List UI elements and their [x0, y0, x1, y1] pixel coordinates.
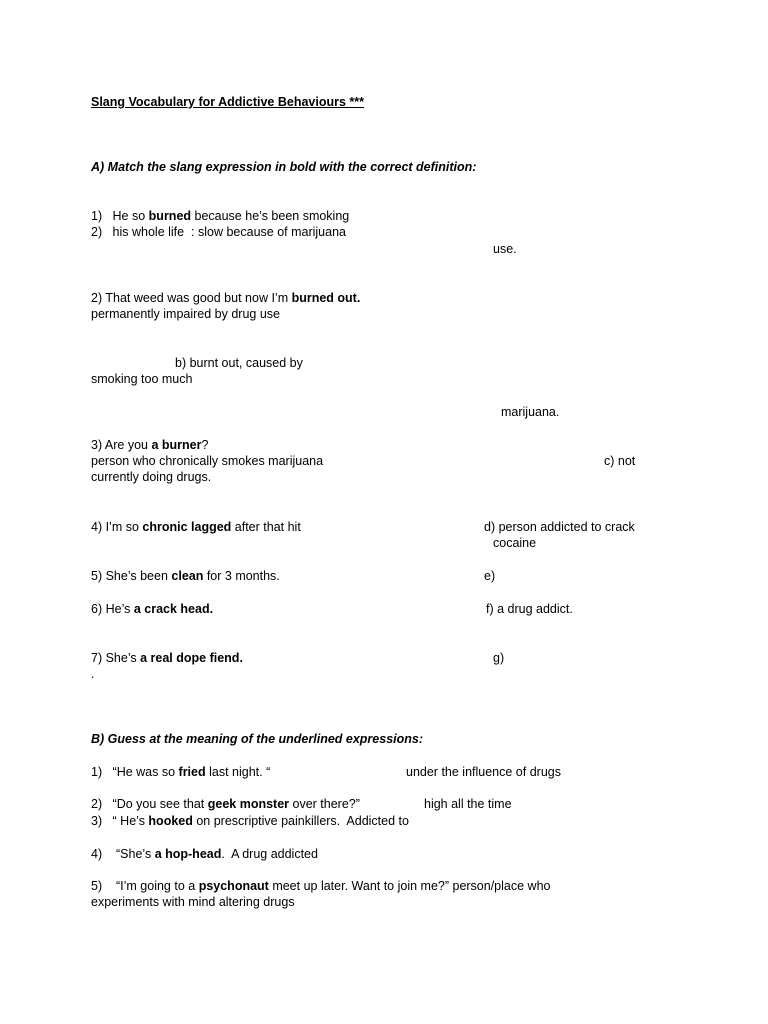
item-6: 6) He’s a crack head.: [91, 602, 214, 616]
item-1-line-1: 1) He so burned because he’s been smoking: [91, 209, 350, 223]
item-5: 5) She’s been clean for 3 months.: [91, 569, 280, 583]
question-3: 3) “ He’s hooked on prescriptive painkillers. Addicted to: [91, 814, 409, 828]
definition-b-line-2: smoking too much: [91, 372, 193, 386]
question-4: 4) “She’s a hop-head. A drug addicted: [91, 847, 318, 861]
stray-dot: .: [91, 667, 95, 681]
item-3-line-2: person who chronically smokes marijuana: [91, 454, 324, 468]
definition-d-line-2: cocaine: [493, 536, 537, 550]
section-b-heading: B) Guess at the meaning of the underlined expressions:: [91, 732, 424, 746]
question-2: 2) “Do you see that geek monster over there?”: [91, 797, 360, 811]
worksheet-title: Slang Vocabulary for Addictive Behaviours ***: [91, 95, 364, 109]
item-1-line-2: 2) his whole life : slow because of marijuana: [91, 225, 346, 239]
definition-b-line-1: b) burnt out, caused by: [175, 356, 303, 370]
section-a-heading: A) Match the slang expression in bold with the correct definition:: [91, 160, 477, 174]
item-3-line-3: currently doing drugs.: [91, 470, 212, 484]
question-2-answer: high all the time: [424, 797, 512, 811]
item-2-line-1: 2) That weed was good but now I’m burned out.: [91, 291, 361, 305]
definition-d-line-1: d) person addicted to crack: [484, 520, 635, 534]
definition-g: g): [493, 651, 505, 665]
definition-c: c) not: [604, 454, 636, 468]
question-1: 1) “He was so fried last night. “: [91, 765, 271, 779]
question-5-line-2: experiments with mind altering drugs: [91, 895, 295, 909]
item-7: 7) She’s a real dope fiend.: [91, 651, 243, 665]
definition-e: e): [484, 569, 496, 583]
definition-f: f) a drug addict.: [486, 602, 573, 616]
item-3-line-1: 3) Are you a burner?: [91, 438, 209, 452]
definition-b-line-3: marijuana.: [501, 405, 560, 419]
item-4: 4) I’m so chronic lagged after that hit: [91, 520, 301, 534]
item-1-line-3: use.: [493, 242, 517, 256]
question-1-answer: under the influence of drugs: [406, 765, 561, 779]
question-5-line-1: 5) “I’m going to a psychonaut meet up later. Want to join me?” person/place who: [91, 879, 551, 893]
item-2-line-2: permanently impaired by drug use: [91, 307, 280, 321]
